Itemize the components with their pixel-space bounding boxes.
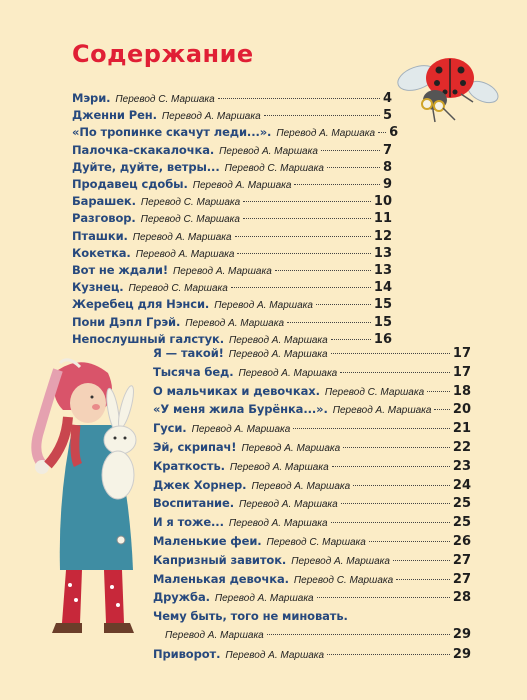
toc-entry bbox=[153, 608, 471, 624]
toc-entry-page-number: 26 bbox=[452, 534, 471, 549]
toc-entry bbox=[153, 458, 471, 474]
toc-leader-dots bbox=[243, 218, 371, 219]
toc-entry-translator: Перевод А. Маршака bbox=[229, 461, 329, 473]
toc-entry-page-number: 28 bbox=[452, 590, 471, 606]
toc-entry bbox=[153, 646, 471, 662]
toc-entry bbox=[72, 296, 392, 312]
toc-entry-translator: Перевод А. Маршака bbox=[241, 443, 341, 454]
toc-leader-dots bbox=[396, 579, 450, 580]
toc-entry-translator: Перевод А. Маршака bbox=[192, 180, 292, 191]
toc-entry-translator: Перевод А. Маршака bbox=[161, 111, 261, 123]
toc-entry bbox=[72, 228, 392, 244]
ladybug-illustration bbox=[395, 50, 505, 130]
toc-entry-page-number: 25 bbox=[452, 496, 471, 512]
toc-entry-page-number: 27 bbox=[452, 552, 471, 568]
toc-entry-translator: Перевод С. Маршака bbox=[324, 386, 425, 398]
toc-entry-translator: Перевод А. Маршака bbox=[228, 349, 328, 360]
toc-entry-title: Пташки. bbox=[72, 228, 128, 243]
toc-entry bbox=[72, 210, 392, 226]
toc-entry-translator: Перевод А. Маршака bbox=[251, 480, 351, 492]
toc-entry-translator: Перевод С. Маршака bbox=[224, 162, 324, 174]
toc-leader-dots bbox=[332, 466, 450, 467]
toc-entry bbox=[72, 124, 399, 141]
toc-entry-translator: Перевод А. Маршака bbox=[291, 555, 390, 567]
toc-entry-translator: Перевод А. Маршака bbox=[185, 317, 285, 329]
toc-entry-page-number: 8 bbox=[382, 159, 392, 175]
toc-leader-dots bbox=[294, 184, 379, 185]
toc-entry-page-number: 24 bbox=[452, 477, 471, 493]
toc-entry-title: Приворот. bbox=[153, 646, 221, 661]
toc-entry bbox=[153, 514, 471, 530]
toc-entry bbox=[153, 345, 471, 361]
toc-entry-translator: Перевод С. Маршака bbox=[293, 574, 394, 586]
toc-entry bbox=[72, 245, 392, 261]
toc-entry bbox=[153, 383, 471, 399]
toc-entry-page-number: 21 bbox=[452, 421, 471, 437]
toc-entry bbox=[72, 90, 392, 106]
toc-entry-title: Гуси. bbox=[153, 421, 187, 436]
toc-entry-translator: Перевод А. Маршака bbox=[135, 248, 235, 260]
toc-entry-title: Джек Хорнер. bbox=[153, 477, 247, 492]
toc-leader-dots bbox=[321, 150, 380, 151]
toc-entry-translator: Перевод А. Маршака bbox=[132, 231, 232, 243]
toc-leader-dots bbox=[331, 339, 371, 340]
toc-entry bbox=[165, 627, 471, 643]
toc-entry-title: Мэри. bbox=[72, 91, 111, 105]
toc-leader-dots bbox=[317, 597, 450, 598]
toc-entry-translator: Перевод А. Маршака bbox=[214, 300, 313, 312]
toc-entry-page-number: 20 bbox=[452, 402, 471, 418]
toc-entry-title: Разговор. bbox=[72, 211, 136, 226]
toc-leader-dots bbox=[343, 447, 450, 448]
toc-leader-dots bbox=[218, 98, 380, 99]
toc-entry-title: Жеребец для Нэнси. bbox=[72, 297, 210, 312]
toc-entry-title: «По тропинке скачут леди...». bbox=[72, 125, 272, 140]
toc-entry-page-number: 6 bbox=[389, 125, 399, 141]
toc-entry-page-number: 22 bbox=[452, 440, 471, 455]
toc-entry-translator: Перевод С. Маршака bbox=[140, 197, 241, 209]
toc-entry-title: Тысяча бед. bbox=[153, 364, 234, 379]
toc-entry-translator: Перевод А. Маршака bbox=[332, 405, 432, 417]
toc-entry-page-number: 4 bbox=[382, 91, 392, 106]
toc-leader-dots bbox=[231, 287, 371, 288]
girl-with-bunny-illustration bbox=[18, 355, 153, 640]
toc-entry bbox=[153, 552, 471, 568]
toc-entry-page-number: 12 bbox=[373, 228, 392, 244]
toc-entry-page-number: 29 bbox=[452, 646, 471, 662]
toc-entry-translator: Перевод А. Маршака bbox=[191, 424, 291, 436]
toc-leader-dots bbox=[369, 541, 450, 542]
toc-entry-translator: Перевод А. Маршака bbox=[165, 630, 264, 641]
toc-entry bbox=[72, 142, 392, 158]
toc-entry-page-number: 11 bbox=[373, 211, 392, 227]
toc-entry-translator: Перевод А. Маршака bbox=[228, 334, 328, 346]
toc-entry-page-number: 10 bbox=[373, 194, 392, 210]
toc-entry-page-number: 7 bbox=[382, 142, 392, 158]
toc-entry bbox=[72, 193, 392, 209]
toc-entry-page-number: 23 bbox=[452, 458, 471, 474]
toc-leader-dots bbox=[340, 372, 450, 373]
toc-leader-dots bbox=[275, 270, 371, 271]
toc-entry-page-number: 15 bbox=[373, 314, 392, 330]
toc-leader-dots bbox=[331, 353, 450, 354]
toc-leader-dots bbox=[237, 253, 370, 254]
toc-leader-dots bbox=[287, 322, 371, 323]
toc-leader-dots bbox=[327, 167, 380, 168]
toc-entry-translator: Перевод А. Маршака bbox=[276, 128, 376, 140]
toc-entry-translator: Перевод А. Маршака bbox=[238, 367, 338, 379]
toc-entry bbox=[72, 107, 392, 123]
toc-entry-translator: Перевод С. Маршака bbox=[128, 283, 228, 295]
toc-entry-title: Маленькая девочка. bbox=[153, 571, 289, 586]
toc-entry-title: Эй, скрипач! bbox=[153, 440, 237, 454]
toc-entry-page-number: 9 bbox=[382, 177, 392, 192]
toc-leader-dots bbox=[235, 236, 371, 237]
toc-entry bbox=[72, 262, 392, 278]
toc-entry bbox=[153, 364, 471, 380]
toc-entry-page-number: 13 bbox=[373, 245, 392, 261]
toc-entry-title: Вот не ждали! bbox=[72, 263, 169, 277]
toc-entry-title: Палочка-скакалочка. bbox=[72, 142, 215, 157]
toc-leader-dots bbox=[267, 634, 450, 635]
toc-entry-page-number: 29 bbox=[452, 627, 471, 642]
toc-entry bbox=[72, 314, 392, 330]
toc-entry-title: «У меня жила Бурёнка...». bbox=[153, 402, 328, 417]
toc-entry-translator: Перевод С. Маршака bbox=[266, 537, 366, 548]
toc-entry-title: Непослушный галстук. bbox=[72, 331, 224, 346]
toc-leader-dots bbox=[243, 201, 371, 202]
toc-entry-translator: Перевод А. Маршака bbox=[173, 266, 272, 277]
toc-entry-title: Кузнец. bbox=[72, 280, 124, 295]
toc-entry-page-number: 27 bbox=[452, 571, 471, 587]
toc-entry-translator: Перевод А. Маршака bbox=[219, 145, 318, 157]
toc-entry-translator: Перевод С. Маршака bbox=[140, 214, 240, 226]
toc-entry-title: Дженни Рен. bbox=[72, 108, 157, 123]
toc-entry-title: Я — такой! bbox=[153, 346, 224, 360]
toc-entry bbox=[153, 589, 471, 605]
toc-entry-page-number: 17 bbox=[452, 346, 471, 361]
toc-entry-title: Барашек. bbox=[72, 194, 136, 209]
toc-leader-dots bbox=[264, 115, 380, 116]
toc-leader-dots bbox=[393, 560, 450, 561]
toc-entry-page-number: 25 bbox=[452, 515, 471, 531]
toc-entry bbox=[72, 176, 392, 192]
toc-entry bbox=[153, 477, 471, 493]
toc-entry-translator: Перевод А. Маршака bbox=[228, 518, 328, 530]
toc-entry-title: Краткость. bbox=[153, 458, 225, 473]
toc-entry bbox=[153, 495, 471, 511]
toc-entry bbox=[153, 439, 471, 455]
toc-entry-title: Продавец сдобы. bbox=[72, 177, 188, 191]
toc-entry-translator: Перевод А. Маршака bbox=[214, 593, 314, 605]
toc-entry-title: Пони Дэпл Грэй. bbox=[72, 314, 181, 329]
toc-entry-translator: Перевод С. Маршака bbox=[115, 94, 215, 105]
toc-entry-title: Дружба. bbox=[153, 590, 210, 605]
toc-leader-dots bbox=[331, 522, 450, 523]
toc-entry bbox=[153, 571, 471, 587]
toc-leader-dots bbox=[293, 428, 450, 429]
toc-entry bbox=[72, 159, 392, 175]
toc-leader-dots bbox=[378, 132, 386, 133]
toc-entry-title: Воспитание. bbox=[153, 496, 234, 511]
toc-entry bbox=[153, 533, 471, 549]
toc-entry-title: Маленькие феи. bbox=[153, 534, 262, 548]
toc-entry-page-number: 14 bbox=[373, 280, 392, 296]
toc-leader-dots bbox=[353, 485, 450, 486]
page-title: Содержание bbox=[72, 40, 254, 68]
toc-entry-title: Чему быть, того не миновать. bbox=[153, 609, 348, 624]
toc-entry-title: Кокетка. bbox=[72, 245, 131, 260]
toc-leader-dots bbox=[327, 654, 450, 655]
toc-entry-title: О мальчиках и девочках. bbox=[153, 383, 320, 398]
toc-leader-dots bbox=[427, 391, 450, 392]
toc-leader-dots bbox=[316, 304, 371, 305]
toc-entry-page-number: 17 bbox=[452, 364, 471, 380]
toc-entry-page-number: 16 bbox=[373, 331, 392, 347]
toc-entry-translator: Перевод А. Маршака bbox=[238, 499, 338, 511]
toc-leader-dots bbox=[341, 503, 450, 504]
toc-entry-page-number: 18 bbox=[452, 383, 471, 399]
toc-leader-dots bbox=[434, 409, 449, 410]
toc-entry-page-number: 13 bbox=[373, 263, 392, 278]
toc-entry-title: Дуйте, дуйте, ветры... bbox=[72, 159, 220, 174]
toc-entry-page-number: 5 bbox=[382, 108, 392, 124]
toc-entry-translator: Перевод А. Маршака bbox=[225, 649, 325, 661]
toc-entry-page-number: 15 bbox=[373, 297, 392, 313]
toc-entry bbox=[72, 279, 392, 295]
toc-entry-title: Капризный завиток. bbox=[153, 552, 287, 567]
toc-entry bbox=[153, 420, 471, 436]
toc-entry bbox=[153, 401, 471, 417]
toc-entry-title: И я тоже... bbox=[153, 515, 224, 530]
